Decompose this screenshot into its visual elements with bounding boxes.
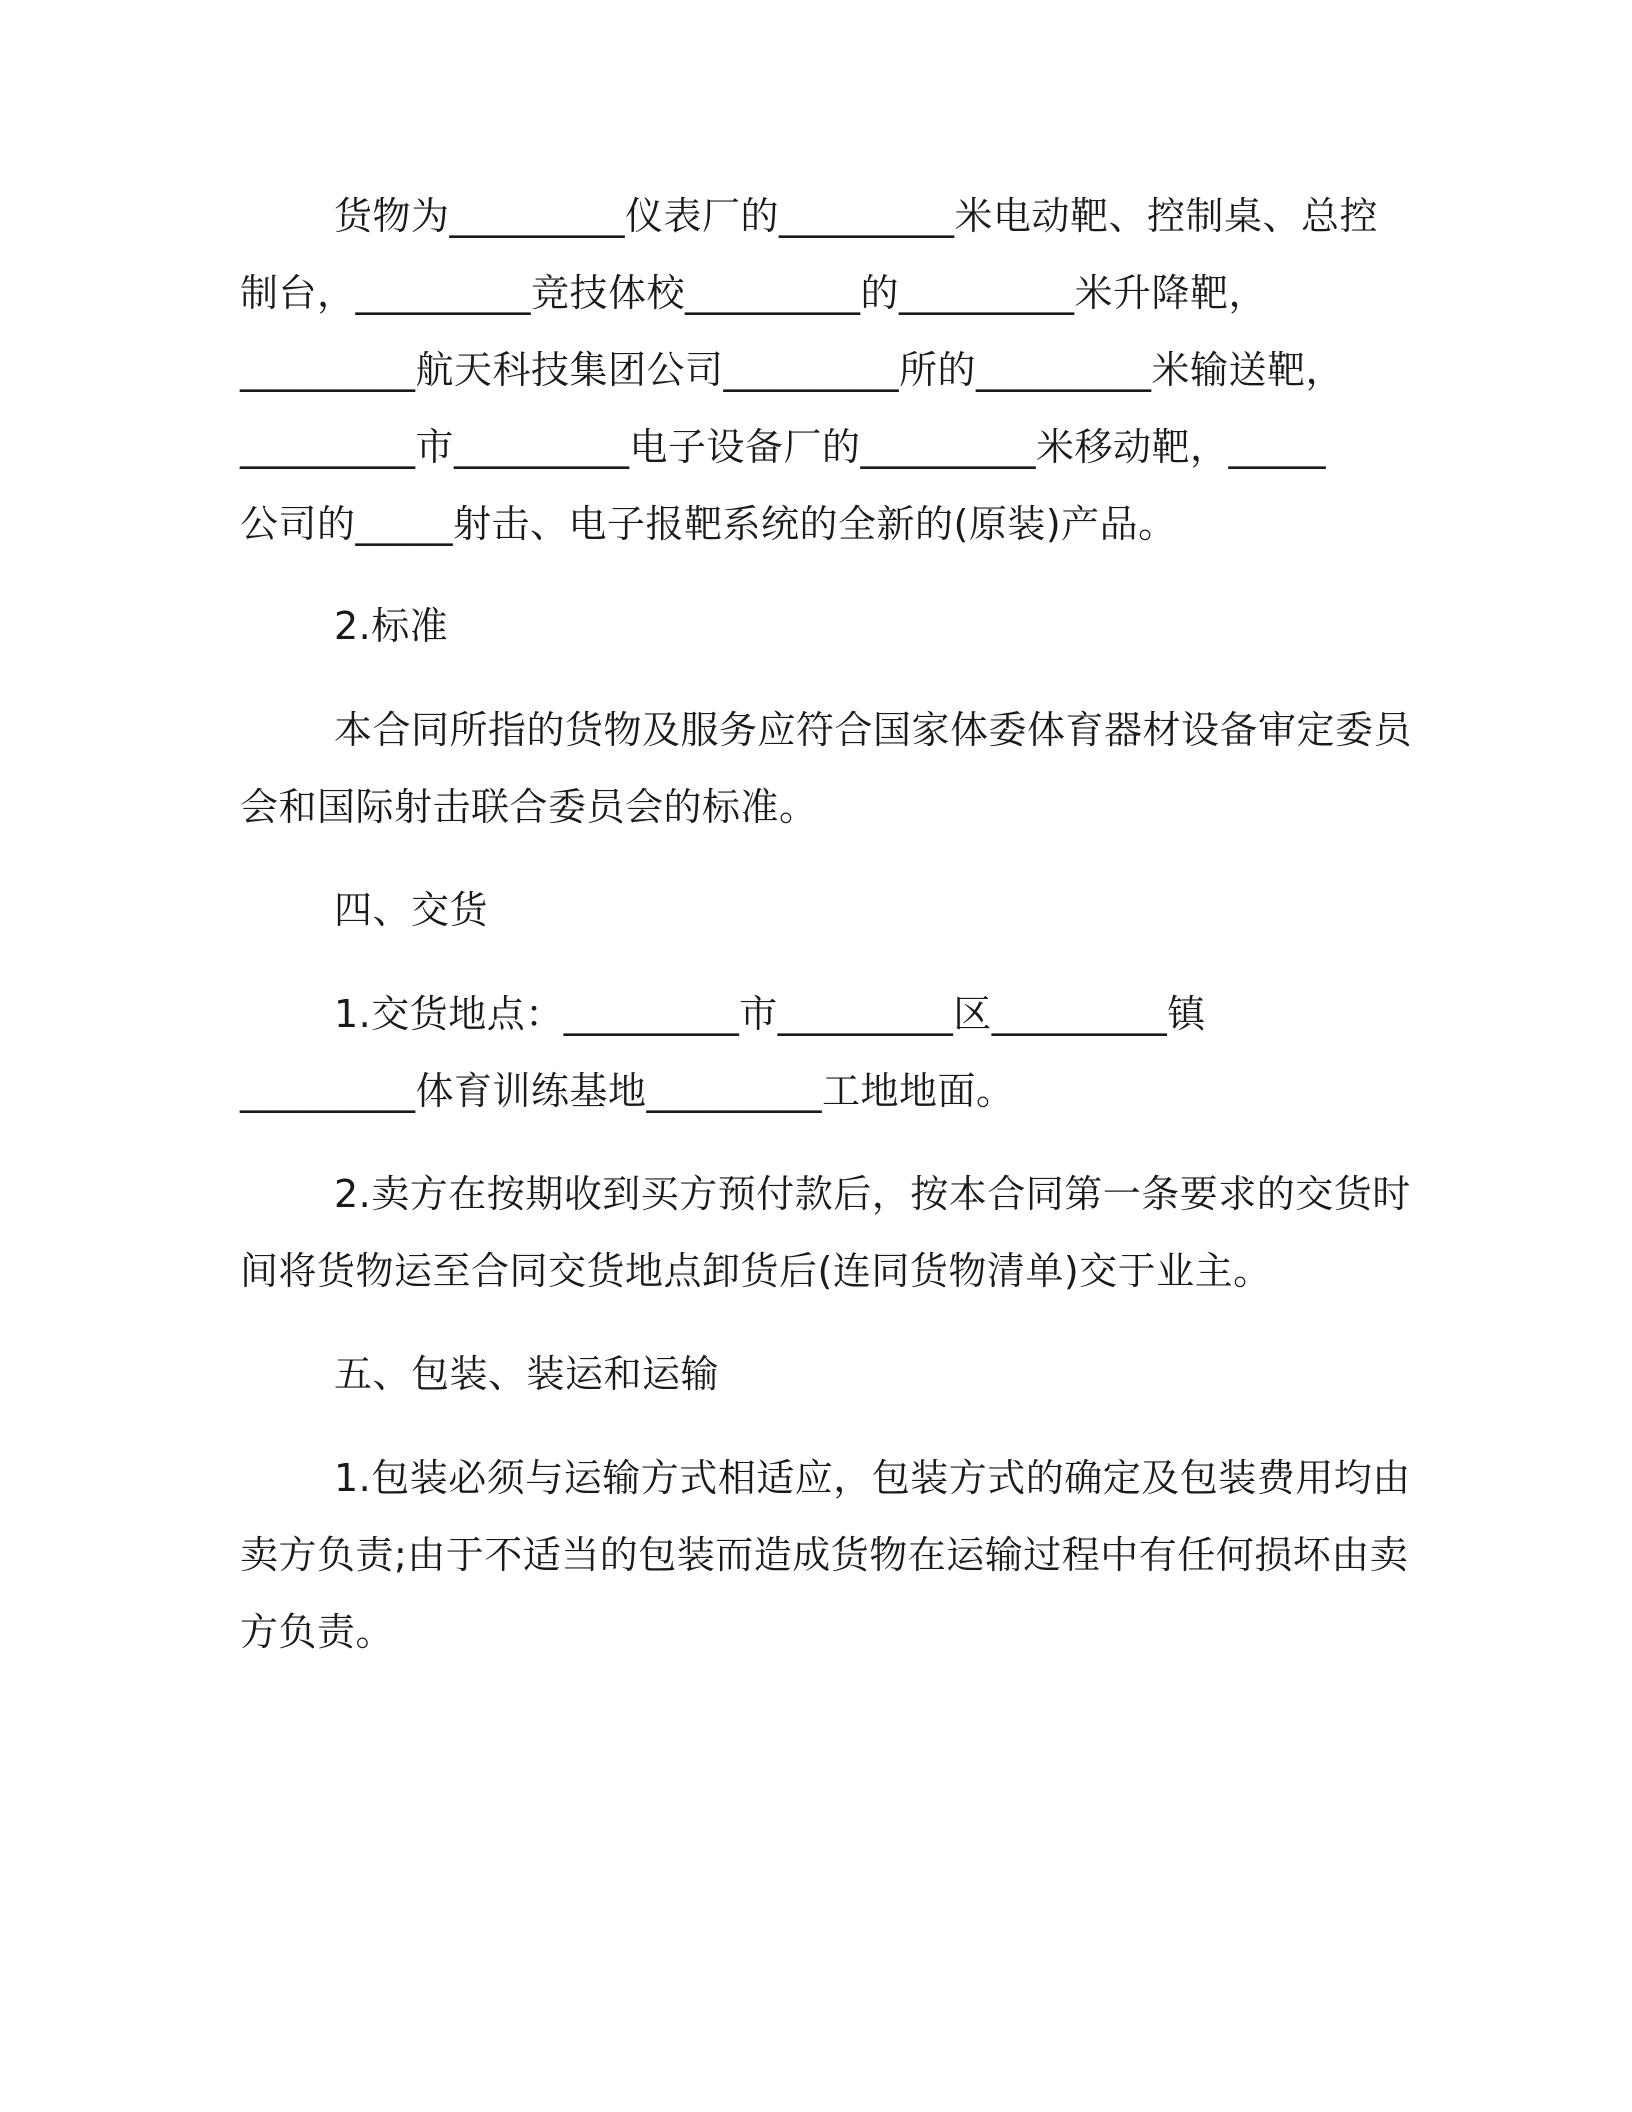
text-line: 会和国际射击联合委员会的标准。 [240,785,818,829]
text-line: 1.包装必须与运输方式相适应，包装方式的确定及包装费用均由 [334,1456,1411,1500]
text-line: 本合同所指的货物及服务应符合国家体委体育器材设备审定委员 [334,708,1413,752]
text-line: 间将货物运至合同交货地点卸货后(连同货物清单)交于业主。 [240,1249,1272,1293]
paragraph-goods [240,178,1390,563]
paragraph-delivery-place [240,976,1390,1130]
heading-packing [240,1336,1390,1413]
text-line: 1.交货地点：_________市_________区_________镇 [334,992,1206,1036]
text-line: _________航天科技集团公司_________所的_________米输送靶， [240,348,1345,392]
text-line: 卖方负责;由于不适当的包装而造成货物在运输过程中有任何损坏由卖 [240,1533,1409,1577]
text-line: 五、包装、装运和运输 [334,1352,720,1396]
text-line: 制台，_________竞技体校_________的_________米升降靶， [240,271,1268,315]
text-line: 2.标准 [334,604,449,648]
text-line: _________体育训练基地_________工地地面。 [240,1069,1015,1113]
paragraph-delivery-time [240,1156,1411,1310]
text-line: 四、交货 [334,888,489,932]
heading-delivery [240,872,1390,949]
text-line: _________市_________电子设备厂的_________米移动靶，_____ [240,425,1327,469]
text-line: 方负责。 [240,1610,395,1654]
heading-standard [240,588,1390,665]
text-line: 货物为_________仪表厂的_________米电动靶、控制桌、总控 [334,194,1379,238]
text-line: 公司的_____射击、电子报靶系统的全新的(原装)产品。 [240,502,1177,546]
paragraph-standard [240,692,1413,846]
paragraph-packing [240,1440,1411,1671]
text-line: 2.卖方在按期收到买方预付款后，按本合同第一条要求的交货时 [334,1172,1411,1216]
